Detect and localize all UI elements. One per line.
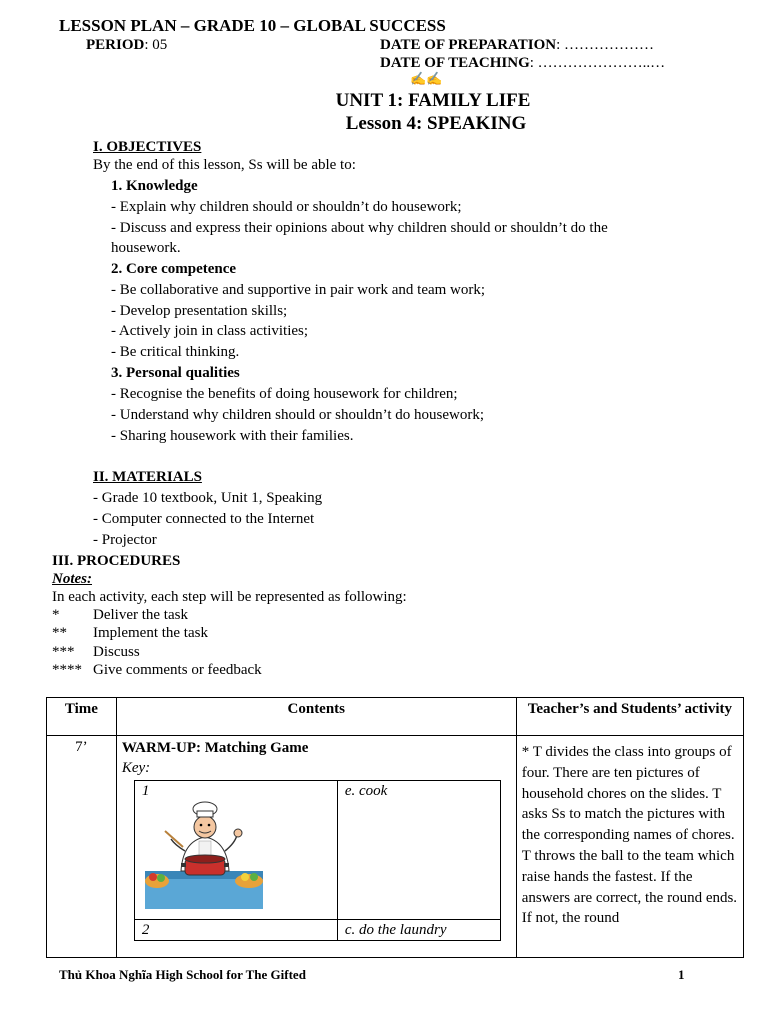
time-cell: 7’ [47,736,117,958]
personal-item: - Recognise the benefits of doing housework for children; [111,386,458,402]
knowledge-item: - Discuss and express their opinions about why children should or shouldn’t do the [111,220,608,236]
prep-label: DATE OF PREPARATION [380,37,557,53]
materials-item: - Grade 10 textbook, Unit 1, Speaking [93,490,323,506]
materials-item: - Computer connected to the Internet [93,511,315,527]
procedures-intro: In each activity, each step will be represented as following: [52,589,407,605]
materials-item: - Projector [93,532,157,548]
notes-label: Notes: [52,571,92,587]
prep-value: : ……………… [556,37,655,53]
knowledge-heading: 1. Knowledge [111,178,198,194]
document-title: LESSON PLAN – GRADE 10 – GLOBAL SUCCESS [59,16,446,35]
period-value: : 05 [144,37,168,53]
activity-text: * T divides the class into groups of four. There are ten pictures of household chores on the slides. T asks Ss to match the pictures with the corresponding names of chores. T throws the ball to the team which raise hands the fastest. If the answers are correct, the round ends. If not, the round [521,744,738,927]
knowledge-item-cont: housework. [111,240,181,256]
period [86,37,167,54]
step-text: Deliver the task [93,607,188,623]
key-row-2-number: 2 [134,920,337,941]
core-item: - Develop presentation skills; [111,303,288,319]
col-activity-header: Teacher’s and Students’ activity [516,698,743,736]
teach-label: DATE OF TEACHING [380,55,530,71]
activity-cell [516,736,743,958]
warmup-heading: WARM-UP: Matching Game [121,740,309,756]
col-time-header: Time [47,698,117,736]
step-text: Implement the task [93,625,208,641]
key-row-1-answer: e. cook [337,781,500,920]
footer-school: Thủ Khoa Nghĩa High School for The Gifted [59,967,306,982]
objectives-intro: By the end of this lesson, Ss will be able to: [93,157,356,173]
key-row-2-answer: c. do the laundry [337,920,500,941]
period-label: PERIOD [86,37,145,53]
key-label: Key: [121,760,151,776]
date-of-teaching [380,55,665,72]
lesson-title: Lesson 4: SPEAKING [345,113,527,134]
key-row-1-number: 1 [141,783,150,799]
core-heading: 2. Core competence [111,261,237,277]
step-mark: *** [52,644,75,660]
knowledge-item: - Explain why children should or shouldn’t do housework; [111,199,462,215]
date-of-preparation [380,37,654,54]
cook-illustration [141,801,267,913]
step-text: Discuss [93,644,140,660]
personal-heading: 3. Personal qualities [111,365,240,381]
ornament: ✍️✍ [410,71,443,86]
core-item: - Actively join in class activities; [111,323,309,339]
teach-value: : …………………..… [529,55,666,71]
step-text: Give comments or feedback [93,662,262,678]
matching-key-table [134,780,501,941]
step-mark: * [52,607,60,623]
materials-heading: II. MATERIALS [93,469,202,485]
key-row-1-picture [134,781,337,920]
step-mark: **** [52,662,82,678]
core-item: - Be critical thinking. [111,344,240,360]
page-number: 1 [678,967,685,982]
personal-item: - Sharing housework with their families. [111,428,354,444]
contents-cell [116,736,516,958]
core-item: - Be collaborative and supportive in pair work and team work; [111,282,486,298]
col-contents-header: Contents [116,698,516,736]
procedures-heading: III. PROCEDURES [52,553,181,569]
step-mark: ** [52,625,67,641]
lesson-table [46,697,744,958]
objectives-heading: I. OBJECTIVES [93,139,202,155]
unit-title: UNIT 1: FAMILY LIFE [335,90,531,111]
personal-item: - Understand why children should or shouldn’t do housework; [111,407,485,423]
